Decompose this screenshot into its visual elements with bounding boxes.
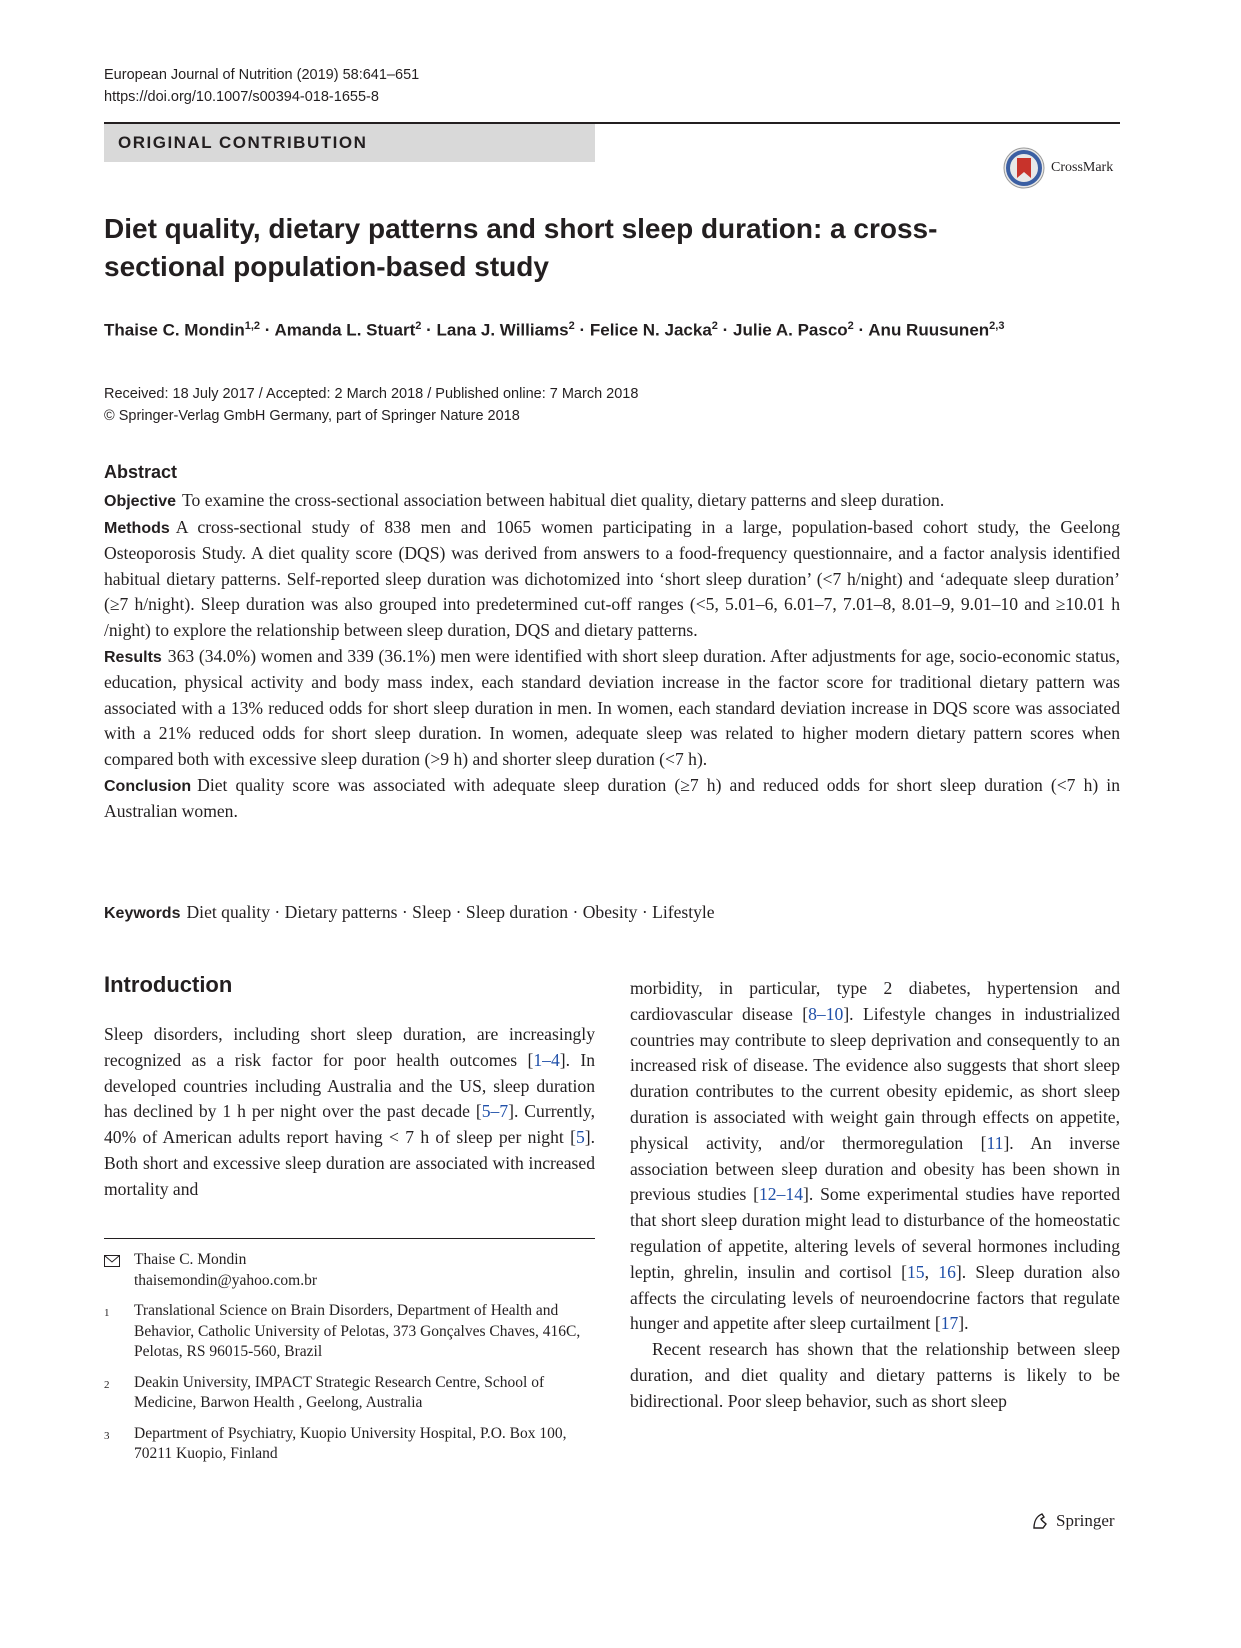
affiliation-number: 3: [104, 1429, 110, 1442]
author-list: [104, 320, 1004, 341]
results-label: Results: [104, 648, 162, 666]
author-name[interactable]: Amanda L. Stuart: [274, 320, 416, 340]
crossmark-badge[interactable]: [1003, 147, 1113, 189]
corresponding-author: [104, 1250, 595, 1291]
intro-text: ]. Lifestyle changes in industrialized countries may contribute to sleep deprivation and consequently to an increased risk of disease. The evidence also suggests that short sleep duration contributes to the current obesity epidemic, as short sleep duration is associated with weight gain through effects on appetite, physical activity, and/or thermoregulation [: [630, 1003, 1120, 1153]
abstract-heading: Abstract: [104, 462, 178, 482]
affiliation-text: Department of Psychiatry, Kuopio University Hospital, P.O. Box 100, 70211 Kuopio, Finland: [134, 1424, 567, 1462]
affiliation-text: Translational Science on Brain Disorders, Department of Health and Behavior, Catholic University of Pelotas, 373 Gonçalves Chaves, 416C, Pelotas, RS 96015-560, Brazil: [134, 1302, 581, 1360]
publisher-name: Springer: [1056, 1511, 1115, 1530]
author-name[interactable]: Anu Ruusunen: [868, 320, 990, 340]
intro-paragraph-1: [104, 1022, 595, 1203]
publication-dates: [104, 383, 638, 427]
author-name[interactable]: Thaise C. Mondin: [104, 320, 245, 340]
citation-link[interactable]: 17: [940, 1313, 959, 1334]
citation-separator: ,: [924, 1261, 939, 1282]
footnote-rule: [104, 1238, 595, 1239]
citation-link[interactable]: 16: [938, 1261, 956, 1282]
copyright: © Springer-Verlag GmbH Germany, part of Springer Nature 2018: [104, 408, 520, 424]
author-separator: ·: [421, 320, 437, 340]
author-separator: ·: [574, 320, 590, 340]
author-affiliation: 2: [415, 320, 422, 332]
corresponding-name: Thaise C. Mondin: [134, 1251, 247, 1268]
author-affiliation: 2: [711, 320, 718, 332]
citation-link[interactable]: 15: [907, 1261, 925, 1282]
author-affiliation: 2: [568, 320, 575, 332]
corresponding-email[interactable]: thaisemondin@yahoo.com.br: [134, 1271, 318, 1289]
affiliation-text: Deakin University, IMPACT Strategic Research Centre, School of Medicine, Barwon Health , Geelong, Australia: [134, 1373, 545, 1411]
journal-info: [104, 64, 419, 108]
author-separator: ·: [853, 320, 869, 340]
intro-text: ]. Both short and excessive sleep duration are associated with increased mortality and: [104, 1127, 595, 1199]
abstract-conclusion: [104, 773, 1120, 825]
conclusion-text: Diet quality score was associated with adequate sleep duration (≥7 h) and reduced odds for short sleep duration (<7 h) in Australian women.: [104, 774, 1120, 822]
intro-text: ].: [958, 1313, 969, 1334]
intro-text: morbidity, in particular, type 2 diabetes, hypertension and cardiovascular disease [: [630, 978, 1120, 1024]
objective-text: To examine the cross-sectional association between habitual diet quality, dietary patterns and sleep duration.: [182, 490, 945, 510]
crossmark-label: CrossMark: [1051, 160, 1114, 175]
affiliation: [104, 1424, 595, 1465]
author-name[interactable]: Lana J. Williams: [436, 320, 569, 340]
citation-link[interactable]: 5–7: [481, 1101, 509, 1122]
left-column: [104, 970, 595, 1203]
publisher-logo: [1030, 1511, 1115, 1531]
affiliation: [104, 1373, 595, 1414]
footnotes: [104, 1250, 595, 1475]
intro-paragraph-2: [630, 976, 1120, 1337]
journal-citation: European Journal of Nutrition (2019) 58:641–651: [104, 67, 420, 83]
author-separator: ·: [260, 320, 275, 340]
keywords: [104, 900, 1120, 927]
author-affiliation: 2,3: [989, 320, 1005, 332]
intro-text: ]. Sleep duration also affects the circulating levels of neuroendocrine factors that regulate hunger and appetite after sleep curtailment [: [630, 1261, 1120, 1334]
results-text: 363 (34.0%) women and 339 (36.1%) men were identified with short sleep duration. After adjustments for age, socio-economic status, education, physical activity and body mass index, each standard deviation increase in the factor score for traditional dietary pattern was associated with a 13% reduced odds for short sleep duration in men. In women, each standard deviation increase in DQS score was associated with a 21% reduced odds for short sleep duration. In women, adequate sleep was related to higher modern dietary pattern scores when compared both with excessive sleep duration (>9 h) and shorter sleep duration (<7 h).: [104, 645, 1120, 769]
citation-link[interactable]: 11: [986, 1132, 1004, 1153]
crossmark-icon: [1003, 147, 1045, 189]
conclusion-label: Conclusion: [104, 777, 192, 795]
author-affiliation: 1,2: [244, 320, 261, 332]
methods-text: A cross-sectional study of 838 men and 1065 women participating in a large, population-based cohort study, the Geelong Osteoporosis Study. A diet quality score (DQS) was derived from answers to a food-frequency questionnaire, and a factor analysis identified habitual dietary patterns. Self-reported sleep duration was dichotomized into ‘short sleep duration’ (<7 h/night) and ‘adequate sleep duration’ (≥7 h/night). Sleep duration was also grouped into predetermined cut-off ranges (<5, 5.01–6, 6.01–7, 7.01–8, 8.01–9, 9.01–10 and ≥10.01 h /night) to explore the relationship between sleep duration, DQS and dietary patterns.: [104, 516, 1120, 640]
affiliation-number: 1: [104, 1307, 110, 1319]
introduction-heading: Introduction: [104, 972, 233, 997]
intro-paragraph-3: Recent research has shown that the relationship between sleep duration, and diet quality and dietary patterns is likely to be bidirectional. Poor sleep behavior, such as short sleep: [630, 1339, 1120, 1411]
springer-horse-icon: [1030, 1511, 1050, 1531]
citation-link[interactable]: 12–14: [759, 1184, 803, 1205]
right-column: [630, 976, 1120, 1415]
affiliation: [104, 1301, 595, 1363]
intro-text: ]. Currently, 40% of American adults report having < 7 h of sleep per night [: [104, 1101, 595, 1148]
author-name[interactable]: Felice N. Jacka: [589, 320, 712, 340]
section-label: ORIGINAL CONTRIBUTION: [104, 124, 595, 162]
doi-link[interactable]: https://doi.org/10.1007/s00394-018-1655-8: [104, 89, 379, 105]
keywords-label: Keywords: [104, 905, 181, 922]
intro-text: Sleep disorders, including short sleep duration, are increasingly recognized as a risk factor for poor health outcomes [: [104, 1024, 595, 1070]
keywords-line: [104, 900, 1120, 927]
abstract-methods: [104, 515, 1120, 644]
keywords-text: Diet quality · Dietary patterns · Sleep · Sleep duration · Obesity · Lifestyle: [186, 902, 715, 922]
author-separator: ·: [717, 320, 734, 340]
history-dates: Received: 18 July 2017 / Accepted: 2 March 2018 / Published online: 7 March 2018: [104, 386, 639, 402]
citation-link[interactable]: 8–10: [808, 1003, 844, 1024]
article-title: Diet quality, dietary patterns and short sleep duration: a cross-sectional population-based study: [104, 213, 938, 282]
abstract-results: [104, 644, 1120, 773]
author-affiliation: 2: [847, 320, 854, 332]
author-name[interactable]: Julie A. Pasco: [733, 320, 848, 340]
citation-link[interactable]: 5: [575, 1127, 585, 1148]
objective-label: Objective: [104, 493, 177, 510]
abstract-objective: [104, 488, 1120, 515]
abstract: [104, 460, 1120, 825]
intro-text: ]. Some experimental studies have reported that short sleep duration might lead to disturbance of the homeostatic regulation of appetite, altering levels of several hormones including leptin, ghrelin, insulin and cortisol [: [630, 1184, 1121, 1282]
methods-label: Methods: [104, 519, 170, 537]
citation-link[interactable]: 1–4: [533, 1049, 560, 1070]
mail-icon: [104, 1250, 134, 1291]
affiliation-number: 2: [104, 1378, 110, 1391]
intro-text: ]. In developed countries including Australia and the US, sleep duration has declined by 1 h per night over the past decade [: [104, 1049, 596, 1122]
intro-text: ]. An inverse association between sleep duration and obesity has been shown in previous studies [: [630, 1132, 1120, 1205]
